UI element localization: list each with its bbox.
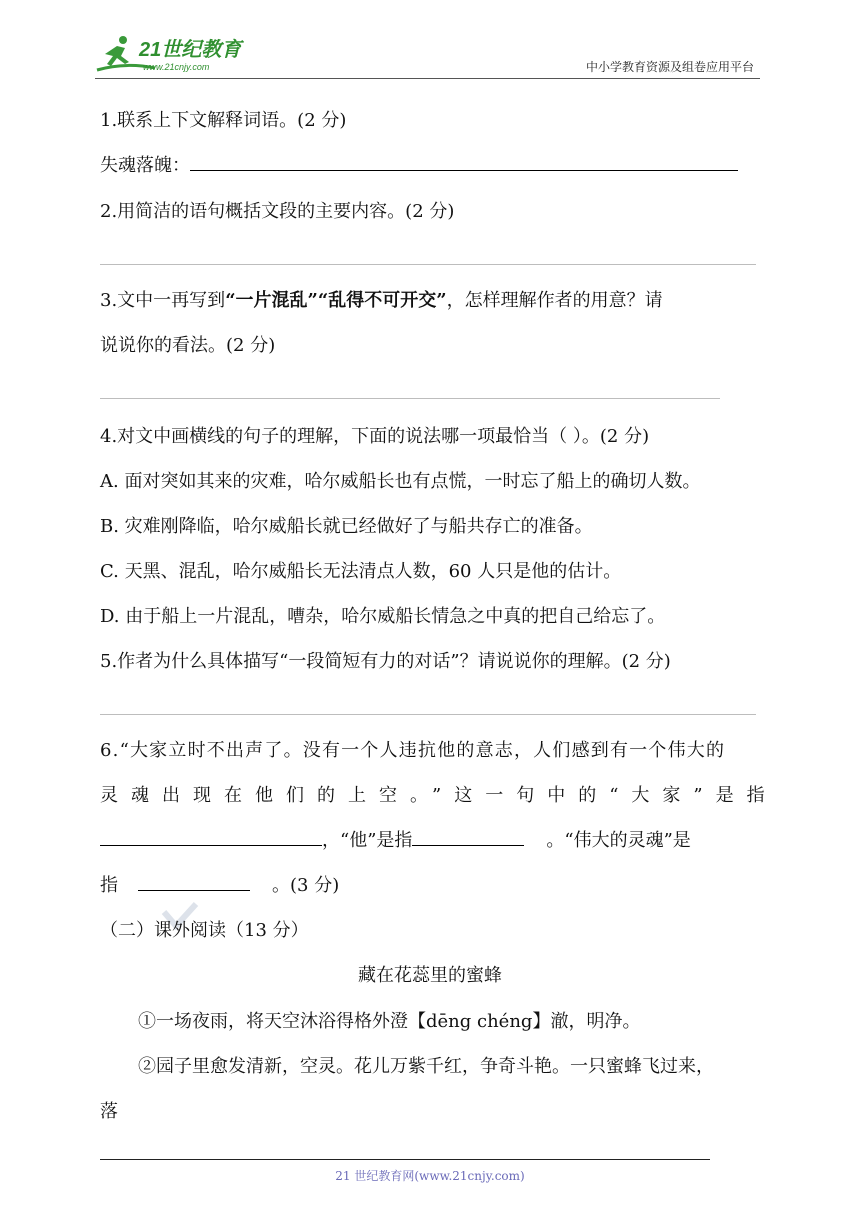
question-5-title: 5.作者为什么具体描写“一段简短有力的对话”？请说说你的理解。(2 分) [100,651,671,672]
footer-text[interactable]: 21 世纪教育网(www.21cnjy.com) [335,1169,525,1183]
passage-paragraph-2-continued: 落 [100,1101,118,1122]
answer-blank-6b[interactable] [412,844,524,846]
question-4-title: 4.对文中画横线的句子的理解，下面的说法哪一项最恰当（ ）。(2 分) [100,426,650,447]
question-3-line-1 [100,292,663,310]
question-3-line-2: 说说你的看法。(2 分) [100,335,276,356]
logo-url: www.21cnjy.com [143,62,210,72]
question-3-suffix: ，怎样理解作者的用意？请 [446,290,663,311]
page-header [95,32,760,79]
passage-title: 藏在花蕊里的蜜蜂 [358,965,502,986]
question-1-term-row [100,157,738,175]
question-6-he: ，“他”是指 [322,830,413,851]
logo-text: 21世纪教育 [139,39,242,61]
answer-blank-6a[interactable] [100,844,322,846]
question-1-term: 失魂落魄： [100,155,190,176]
section-2-heading: （二）课外阅读（13 分） [100,920,309,941]
question-2-title: 2.用简洁的语句概括文段的主要内容。(2 分) [100,201,455,222]
question-4-option-b[interactable]: B. 灾难刚降临，哈尔威船长就已经做好了与船共存亡的准备。 [100,516,593,537]
question-6-line-2: 灵魂出现在他们的上空。”这一句中的“大家”是指 [100,785,778,806]
question-3-quote-1: “一片混乱” [225,290,318,311]
question-6-soul: 。“伟大的灵魂”是 [546,830,691,851]
passage-paragraph-1: ①一场夜雨，将天空沐浴得格外澄【dēng chéng】澈，明净。 [138,1011,641,1032]
question-6-score: 。(3 分) [272,875,340,896]
answer-blank-1[interactable] [190,169,738,171]
answer-line-2[interactable] [100,264,756,265]
question-4-option-d[interactable]: D. 由于船上一片混乱，嘈杂，哈尔威船长情急之中真的把自己给忘了。 [100,606,666,627]
question-3-prefix: 3.文中一再写到 [100,290,226,311]
footer-rule [100,1159,710,1160]
question-6-line-4 [100,877,339,895]
answer-blank-6c[interactable] [138,889,250,891]
answer-line-5[interactable] [100,714,756,715]
question-6-zhi: 指 [100,875,118,896]
question-4-option-c[interactable]: C. 天黑、混乱，哈尔威船长无法清点人数，60 人只是他的估计。 [100,561,622,582]
question-1-title: 1.联系上下文解释词语。(2 分) [100,110,347,131]
question-4-option-a[interactable]: A. 面对突如其来的灾难，哈尔威船长也有点慌，一时忘了船上的确切人数。 [100,471,701,492]
question-6-line-3 [100,832,691,850]
answer-line-3[interactable] [100,398,720,399]
question-3-quote-2: “乱得不可开交” [317,290,447,311]
question-6-line-1: 6.“大家立时不出声了。没有一个人违抗他的意志，人们感到有一个伟大的 [100,740,726,761]
header-platform-text: 中小学教育资源及组卷应用平台 [585,60,754,74]
site-logo [95,32,270,76]
passage-paragraph-2: ②园子里愈发清新，空灵。花儿万紫千红，争奇斗艳。一只蜜蜂飞过来， [138,1056,714,1077]
